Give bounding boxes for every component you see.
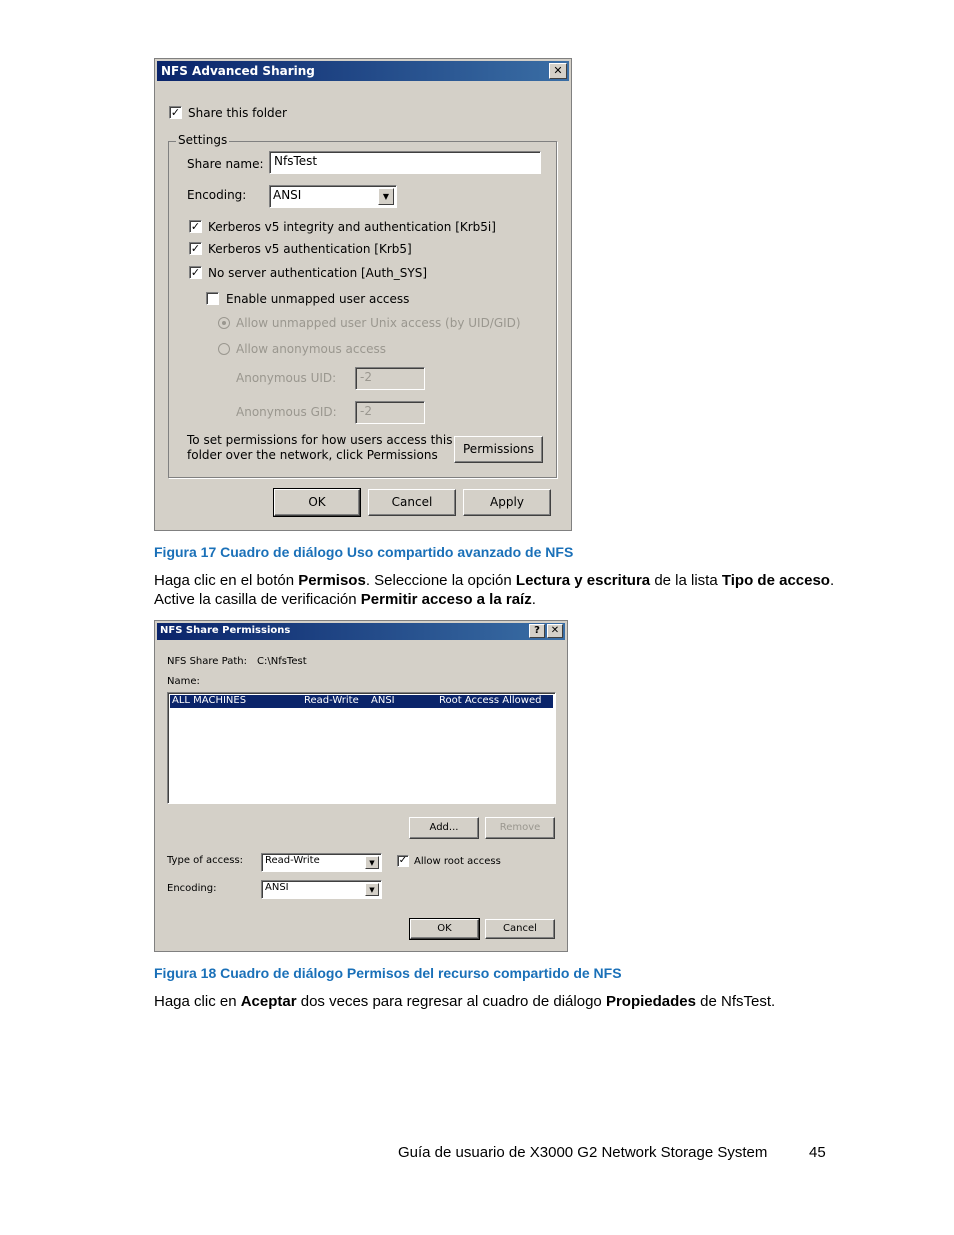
permissions-hint-line1: To set permissions for how users access this [187, 433, 453, 447]
unix-access-label: Allow unmapped user Unix access (by UID/GID) [236, 316, 521, 330]
unmapped-access-checkbox[interactable] [206, 292, 219, 305]
auth-sys-label: No server authentication [Auth_SYS] [208, 266, 428, 280]
encoding-select-value: ANSI [265, 882, 289, 893]
nfs-advanced-sharing-dialog [154, 58, 572, 531]
krb5-label: Kerberos v5 authentication [Krb5] [208, 242, 412, 256]
text-run: Haga clic en [154, 993, 241, 1010]
paragraph-return-instructions [154, 992, 775, 1011]
text-run: Active la casilla de verificación [154, 591, 361, 608]
text-run: de la lista [650, 572, 722, 589]
chevron-down-icon[interactable]: ▼ [378, 188, 394, 205]
anonymous-gid-input[interactable]: -2 [355, 401, 425, 424]
encoding-select-value: ANSI [273, 188, 302, 202]
type-of-access-select[interactable] [261, 853, 382, 872]
type-of-access-value: Read-Write [265, 855, 320, 866]
cancel-button[interactable]: Cancel [485, 919, 555, 939]
anonymous-uid-label: Anonymous UID: [236, 371, 337, 385]
remove-button[interactable]: Remove [485, 817, 555, 839]
text-run: . [531, 591, 536, 608]
anonymous-gid-label: Anonymous GID: [236, 405, 337, 419]
row-encoding: ANSI [371, 695, 395, 706]
name-label: Name: [167, 676, 200, 687]
allow-root-checkbox[interactable]: ✓ [398, 855, 408, 866]
close-icon[interactable]: ✕ [549, 63, 567, 79]
permissions-hint-line2: folder over the network, click Permissions [187, 448, 438, 462]
help-icon[interactable]: ? [529, 624, 545, 638]
encoding-label: Encoding: [167, 883, 217, 894]
figure-17-caption: Figura 17 Cuadro de diálogo Uso compartido avanzado de NFS [154, 544, 574, 560]
dialog-titlebar [157, 61, 569, 81]
auth-sys-checkbox[interactable]: ✓ [190, 266, 201, 279]
share-path-label: NFS Share Path: [167, 656, 247, 667]
encoding-select[interactable] [261, 880, 382, 899]
list-item[interactable] [170, 695, 553, 708]
anonymous-access-label: Allow anonymous access [236, 342, 386, 356]
nfs-share-permissions-dialog [154, 620, 568, 952]
cancel-button[interactable]: Cancel [368, 489, 456, 516]
dialog-title: NFS Share Permissions [160, 625, 291, 636]
dialog-title: NFS Advanced Sharing [161, 64, 315, 78]
text-run: Haga clic en el botón [154, 572, 299, 589]
paragraph-permissions-instructions [154, 571, 834, 609]
ok-button[interactable]: OK [410, 919, 479, 939]
footer-title: Guía de usuario de X3000 G2 Network Storage System [398, 1144, 768, 1161]
row-access: Read-Write [304, 695, 359, 706]
anonymous-uid-input[interactable]: -2 [355, 367, 425, 390]
encoding-label: Encoding: [187, 188, 247, 202]
share-path-value: C:\NfsTest [257, 656, 307, 667]
anonymous-access-radio[interactable] [218, 343, 230, 355]
ok-button[interactable]: OK [274, 489, 360, 516]
krb5-checkbox[interactable]: ✓ [190, 242, 201, 255]
text-run: . [829, 572, 835, 589]
apply-button[interactable]: Apply [463, 489, 551, 516]
dialog-titlebar [157, 623, 565, 640]
krb5i-label: Kerberos v5 integrity and authentication [Krb5i] [208, 220, 496, 234]
unmapped-access-label: Enable unmapped user access [226, 292, 410, 306]
share-folder-label: Share this folder [188, 106, 287, 120]
row-root-access: Root Access Allowed [439, 695, 542, 706]
paragraph-line-2 [154, 590, 834, 609]
bold-term: Lectura y escritura [515, 572, 651, 589]
paragraph-line-1 [154, 571, 834, 590]
permissions-button[interactable]: Permissions [454, 436, 543, 463]
encoding-select[interactable] [269, 185, 397, 208]
text-run: de NfsTest. [695, 993, 776, 1010]
chevron-down-icon[interactable]: ▼ [365, 856, 379, 869]
add-button[interactable]: Add... [409, 817, 479, 839]
page-number: 45 [809, 1144, 826, 1161]
text-run: . Seleccione la opción [365, 572, 516, 589]
type-of-access-label: Type of access: [167, 855, 244, 866]
row-name: ALL MACHINES [172, 695, 247, 706]
bold-term: Permitir acceso a la raíz [360, 591, 532, 608]
share-name-input[interactable]: NfsTest [269, 151, 541, 174]
text-run: dos veces para regresar al cuadro de diálogo [296, 993, 606, 1010]
chevron-down-icon[interactable]: ▼ [365, 883, 379, 896]
bold-term: Propiedades [605, 993, 696, 1010]
allow-root-label: Allow root access [414, 856, 501, 867]
settings-group-title: Settings [178, 133, 228, 147]
bold-term: Aceptar [240, 993, 297, 1010]
share-folder-checkbox[interactable]: ✓ [170, 106, 181, 119]
unix-access-radio[interactable] [218, 317, 230, 329]
bold-term: Permisos [298, 572, 366, 589]
permissions-list[interactable] [167, 692, 556, 804]
share-name-label: Share name: [187, 157, 264, 171]
figure-18-caption: Figura 18 Cuadro de diálogo Permisos del recurso compartido de NFS [154, 965, 622, 981]
krb5i-checkbox[interactable]: ✓ [190, 220, 201, 233]
bold-term: Tipo de acceso [721, 572, 830, 589]
close-icon[interactable]: ✕ [547, 624, 563, 638]
